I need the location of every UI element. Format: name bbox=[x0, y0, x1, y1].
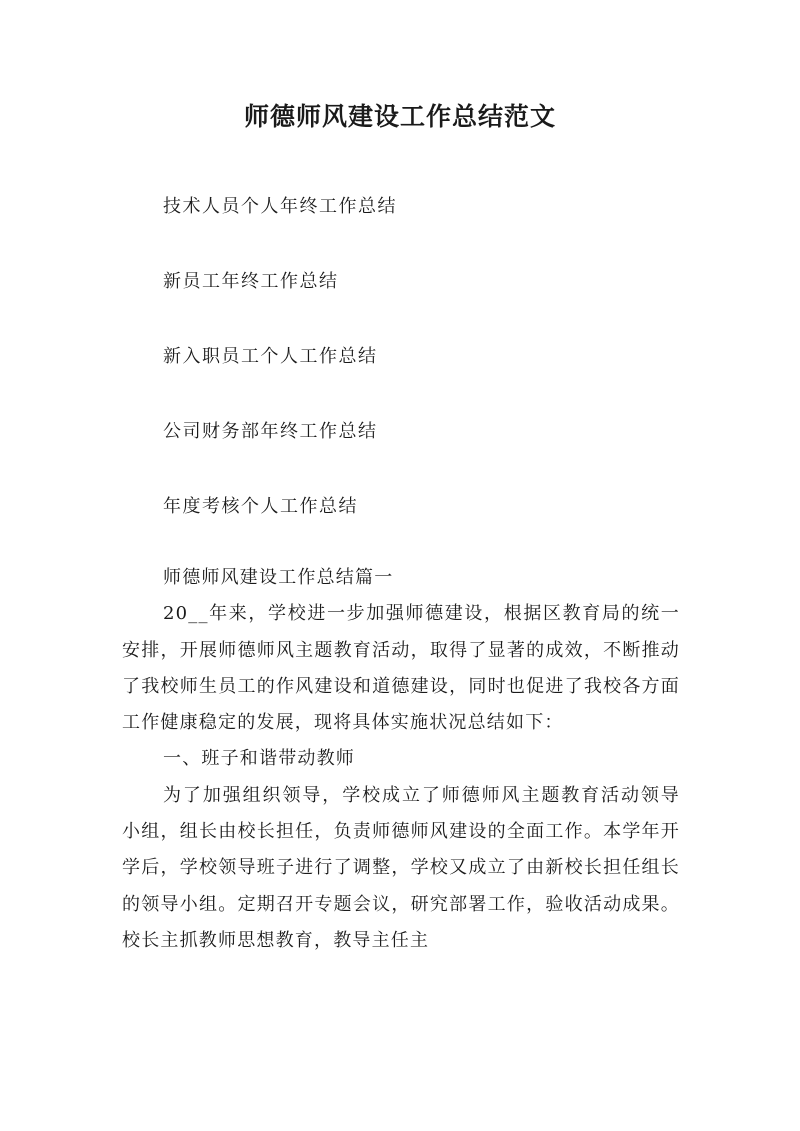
related-link-4[interactable]: 公司财务部年终工作总结 bbox=[163, 421, 378, 442]
paragraph-2: 为了加强组织领导，学校成立了师德师风主题教育活动领导小组，组长由校长担任，负责师德师风建设的全面工作。本学年开学后，学校领导班子进行了调整，学校又成立了由新校长担任组长的领导小组。定期召开专题会议，研究部署工作，验收活动成果。校长主抓教师思想教育，教导主任主 bbox=[122, 784, 680, 951]
subheading-1: 一、班子和谐带动教师 bbox=[163, 748, 355, 770]
related-link-1[interactable]: 技术人员个人年终工作总结 bbox=[163, 196, 397, 217]
paragraph-1: 20__年来，学校进一步加强师德建设，根据区教育局的统一安排，开展师德师风主题教育活动，取得了显著的成效，不断推动了我校师生员工的作风建设和道德建设，同时也促进了我校各方面工作健康稳定的发展，现将具体实施状况总结如下： bbox=[122, 603, 680, 734]
article-body bbox=[122, 560, 680, 959]
related-link-5[interactable]: 年度考核个人工作总结 bbox=[163, 496, 358, 517]
related-link-2[interactable]: 新员工年终工作总结 bbox=[163, 271, 339, 292]
section-heading: 师德师风建设工作总结篇一 bbox=[163, 567, 394, 588]
document-title: 师德师风建设工作总结范文 bbox=[243, 102, 556, 131]
related-link-3[interactable]: 新入职员工个人工作总结 bbox=[163, 346, 378, 367]
